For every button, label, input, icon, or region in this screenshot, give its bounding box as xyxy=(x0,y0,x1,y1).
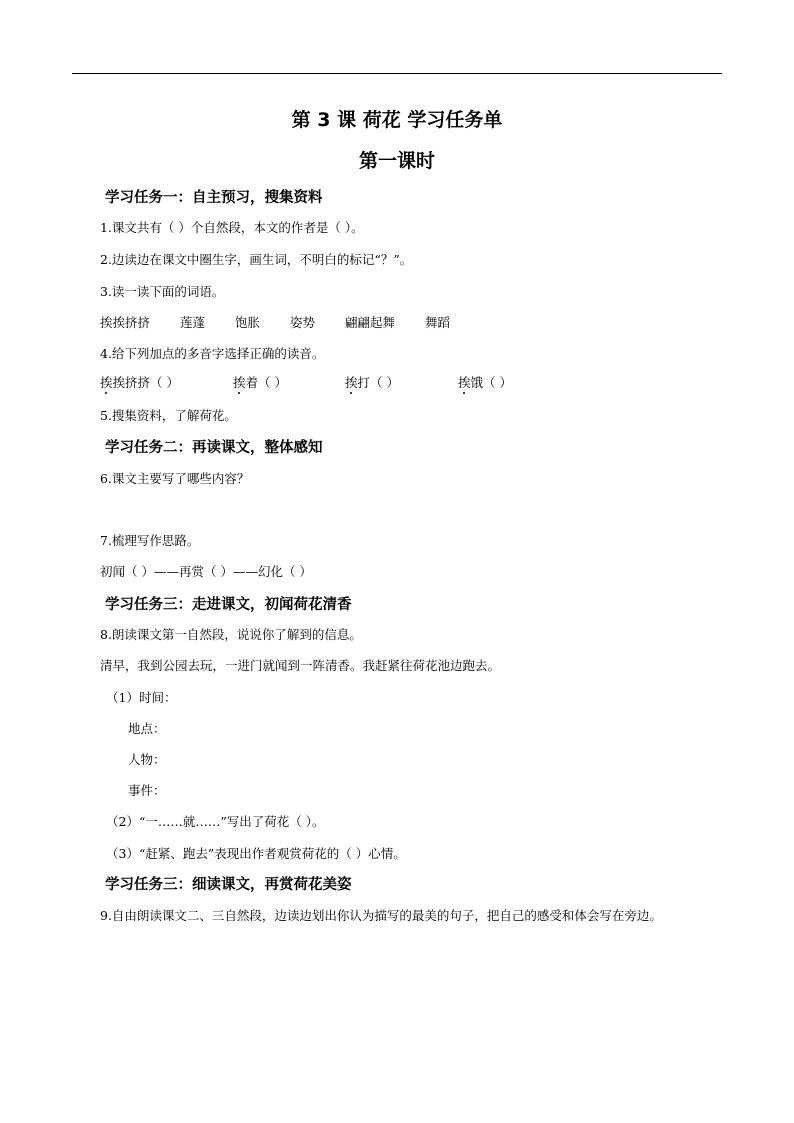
question-4: 4.给下列加点的多音字选择正确的读音。 xyxy=(100,346,325,361)
word-item: 姿势 xyxy=(290,315,316,330)
task3-heading: 学习任务三：走进课文，初闻荷花清香 xyxy=(105,597,352,613)
task4-heading: 学习任务三：细读课文，再赏荷花美姿 xyxy=(105,877,352,893)
word-item: 饱胀 xyxy=(235,315,261,330)
dotted-char: 挨 xyxy=(233,375,246,390)
pronunciation-item-rest: 挨挤挤（ ） xyxy=(112,375,179,390)
pronunciation-item xyxy=(458,373,512,391)
sub-question-1: （1）时间： xyxy=(106,690,177,705)
pronunciation-item xyxy=(345,373,399,391)
sub-question-3: （3）“赶紧、跑去”表现出作者观赏荷花的（ ）心情。 xyxy=(106,846,406,861)
header-rule xyxy=(72,73,722,74)
dotted-char: 挨 xyxy=(100,375,113,390)
passage-text: 清早，我到公园去玩，一进门就闻到一阵清香。我赶紧往荷花池边跑去。 xyxy=(100,658,501,673)
pronunciation-item xyxy=(233,373,287,391)
dotted-char: 挨 xyxy=(345,375,358,390)
page-subtitle: 第一课时 xyxy=(358,150,435,172)
word-item: 挨挨挤挤 xyxy=(100,315,151,330)
word-item: 舞蹈 xyxy=(425,315,451,330)
question-3: 3.读一读下面的词语。 xyxy=(100,284,225,299)
question-8: 8.朗读课文第一自然段，说说你了解到的信息。 xyxy=(100,627,362,642)
word-item: 翩翩起舞 xyxy=(345,315,396,330)
question-9: 9.自由朗读课文二、三自然段，边读边划出你认为描写的最美的句子，把自己的感受和体会写在旁边。 xyxy=(100,908,662,923)
pronunciation-item-rest: 打（ ） xyxy=(357,375,399,390)
pronunciation-item xyxy=(100,373,179,391)
question-7: 7.梳理写作思路。 xyxy=(100,533,200,548)
pronunciation-item-rest: 饿（ ） xyxy=(470,375,512,390)
task1-heading: 学习任务一：自主预习，搜集资料 xyxy=(105,190,323,206)
field-event: 事件： xyxy=(128,783,166,798)
page-title: 第 3 课 荷花 学习任务单 xyxy=(291,109,503,131)
question-5: 5.搜集资料，了解荷花。 xyxy=(100,408,237,423)
field-people: 人物： xyxy=(128,752,166,767)
sub-question-2: （2）“一……就……”写出了荷花（ ）。 xyxy=(106,814,325,829)
word-item: 莲蓬 xyxy=(180,315,206,330)
writing-outline: 初闻（ ）——再赏（ ）——幻化（ ） xyxy=(100,564,312,579)
word-list xyxy=(100,313,476,331)
question-1: 1.课文共有（ ）个自然段，本文的作者是（ ）。 xyxy=(100,220,364,235)
question-6: 6.课文主要写了哪些内容？ xyxy=(100,471,250,486)
field-place: 地点： xyxy=(128,721,166,736)
pronunciation-item-rest: 着（ ） xyxy=(245,375,287,390)
dotted-char: 挨 xyxy=(458,375,471,390)
task2-heading: 学习任务二：再读课文，整体感知 xyxy=(105,440,323,456)
question-2: 2.边读边在课文中圈生字，画生词，不明白的标记“？”。 xyxy=(100,252,413,267)
